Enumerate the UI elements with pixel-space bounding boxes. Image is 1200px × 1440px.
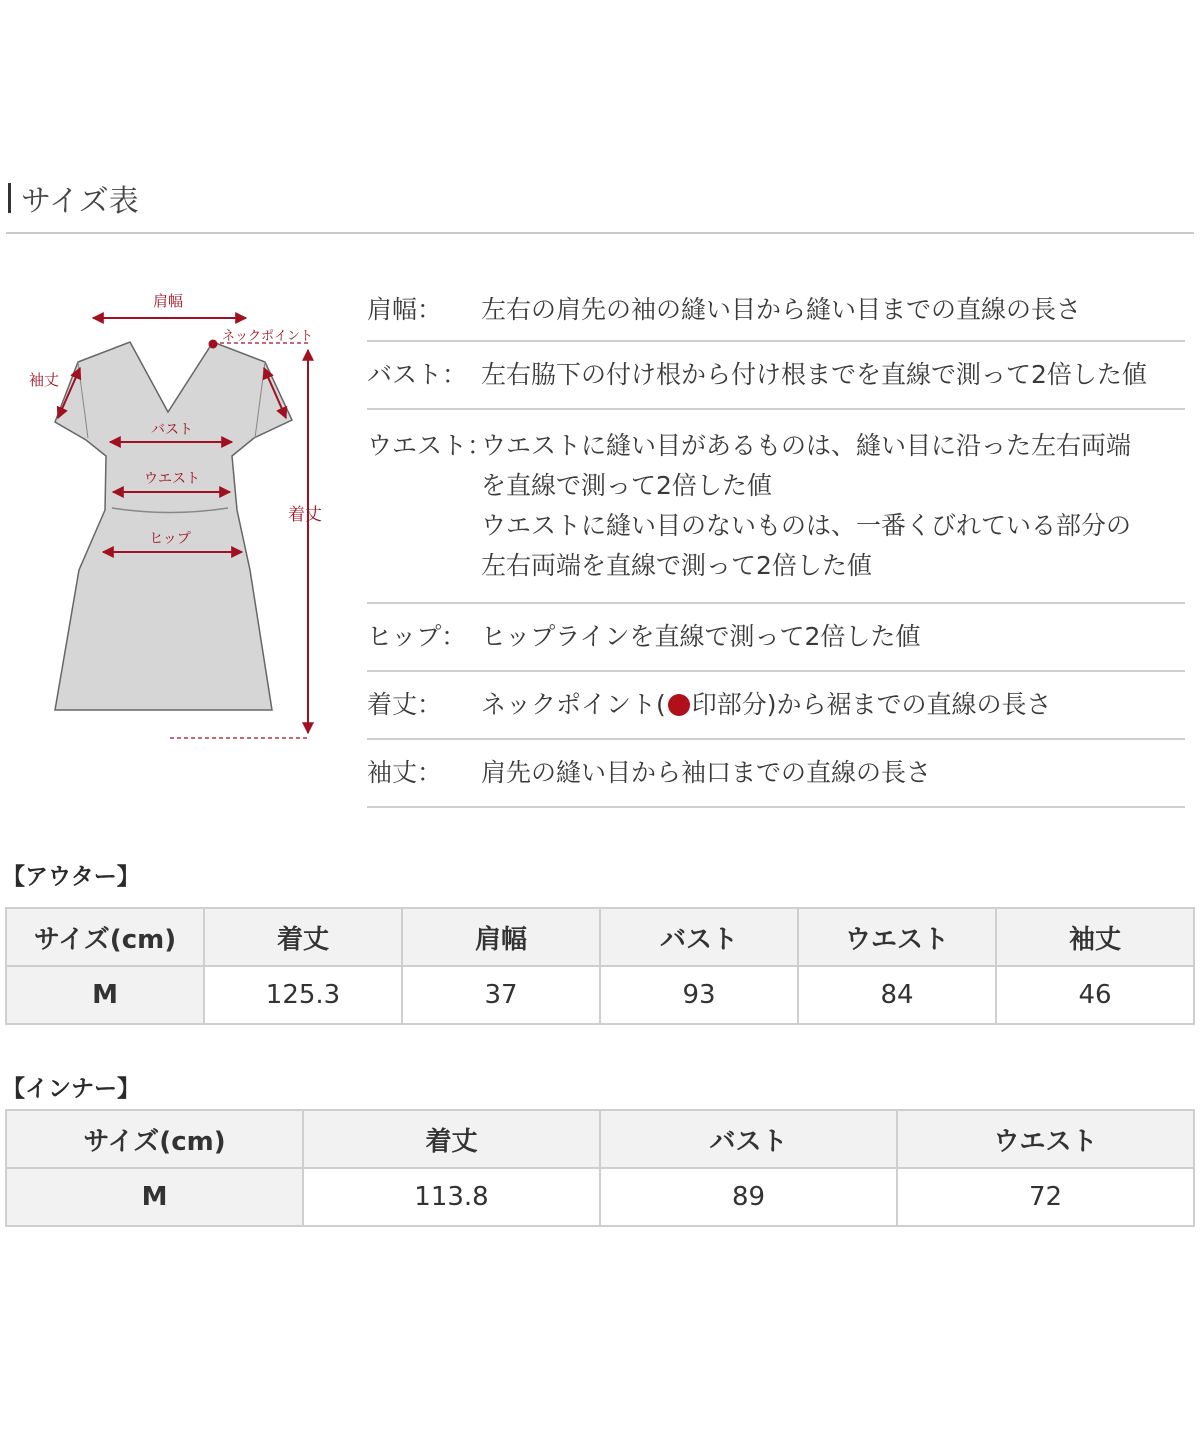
- definition-desc: [481, 426, 1185, 586]
- definition-line: ウエストに縫い目があるものは、縫い目に沿った左右両端: [481, 431, 1132, 460]
- table-header: 肩幅: [402, 908, 600, 966]
- definition-term: 肩幅：: [367, 295, 443, 324]
- page-title: [8, 178, 139, 218]
- table-row: [6, 1168, 1194, 1226]
- diagram-label-neckpoint: ネックポイント: [222, 329, 314, 344]
- dress-silhouette: [55, 342, 292, 710]
- neckpoint-dot: [209, 340, 218, 349]
- title-divider: [6, 232, 1194, 234]
- definition-desc: 肩先の縫い目から袖口までの直線の長さ: [481, 758, 932, 787]
- definition-line: ウエストに縫い目のないものは、一番くびれている部分の: [481, 511, 1132, 540]
- table-cell: 46: [996, 966, 1194, 1024]
- definition-term: ウエスト：: [367, 431, 493, 460]
- outer-size-table: [5, 907, 1195, 1025]
- table-header-row: [6, 908, 1194, 966]
- table-header: バスト: [600, 1110, 897, 1168]
- definition-row-waist: [367, 410, 1185, 604]
- measurement-definitions: [367, 280, 1185, 808]
- neckpoint-marker-icon: [668, 694, 690, 716]
- table-cell: 37: [402, 966, 600, 1024]
- title-bar: [8, 183, 11, 213]
- definition-term: バスト：: [367, 360, 468, 389]
- definition-row-shoulder: [367, 280, 1185, 342]
- definition-term: ヒップ：: [367, 622, 467, 651]
- definition-row-bust: [367, 342, 1185, 410]
- table-cell: 72: [897, 1168, 1194, 1226]
- definition-term: 着丈：: [367, 690, 443, 719]
- table-header: 袖丈: [996, 908, 1194, 966]
- table-header: ウエスト: [897, 1110, 1194, 1168]
- table-row: [6, 966, 1194, 1024]
- definition-term: 袖丈：: [367, 758, 443, 787]
- definition-desc: 左右脇下の付け根から付け根までを直線で測って2倍した値: [481, 360, 1147, 389]
- inner-section-label: 【インナー】: [2, 1076, 140, 1102]
- diagram-label-shoulder: 肩幅: [152, 292, 184, 310]
- table-cell-size: M: [6, 966, 204, 1024]
- table-header-row: [6, 1110, 1194, 1168]
- definition-desc: [481, 685, 1185, 725]
- inner-size-table: [5, 1109, 1195, 1227]
- definition-row-length: [367, 672, 1185, 740]
- diagram-label-sleeve: 袖丈: [29, 371, 60, 389]
- table-cell: 113.8: [303, 1168, 600, 1226]
- page-title-text: サイズ表: [21, 184, 139, 219]
- definition-row-hip: [367, 604, 1185, 672]
- table-cell: 89: [600, 1168, 897, 1226]
- diagram-label-bust: バスト: [151, 422, 193, 438]
- table-header: サイズ(cm): [6, 908, 204, 966]
- table-header: 着丈: [204, 908, 402, 966]
- dress-diagram: [0, 270, 340, 760]
- diagram-label-hip: ヒップ: [149, 531, 191, 547]
- definition-text-after: 印部分)から裾までの直線の長さ: [691, 690, 1052, 719]
- table-header: ウエスト: [798, 908, 996, 966]
- outer-section-label: 【アウター】: [2, 864, 140, 890]
- definition-text-before: ネックポイント(: [481, 690, 666, 719]
- definition-desc: ヒップラインを直線で測って2倍した値: [481, 622, 921, 651]
- definition-line: 左右両端を直線で測って2倍した値: [481, 551, 872, 580]
- table-cell: 125.3: [204, 966, 402, 1024]
- definition-line: を直線で測って2倍した値: [481, 471, 772, 500]
- table-cell: 93: [600, 966, 798, 1024]
- table-cell-size: M: [6, 1168, 303, 1226]
- diagram-label-length: 着丈: [288, 505, 322, 525]
- table-header: サイズ(cm): [6, 1110, 303, 1168]
- diagram-label-waist: ウエスト: [144, 471, 200, 487]
- definition-desc: 左右の肩先の袖の縫い目から縫い目までの直線の長さ: [481, 295, 1082, 324]
- table-cell: 84: [798, 966, 996, 1024]
- definition-row-sleeve: [367, 740, 1185, 808]
- table-header: 着丈: [303, 1110, 600, 1168]
- table-header: バスト: [600, 908, 798, 966]
